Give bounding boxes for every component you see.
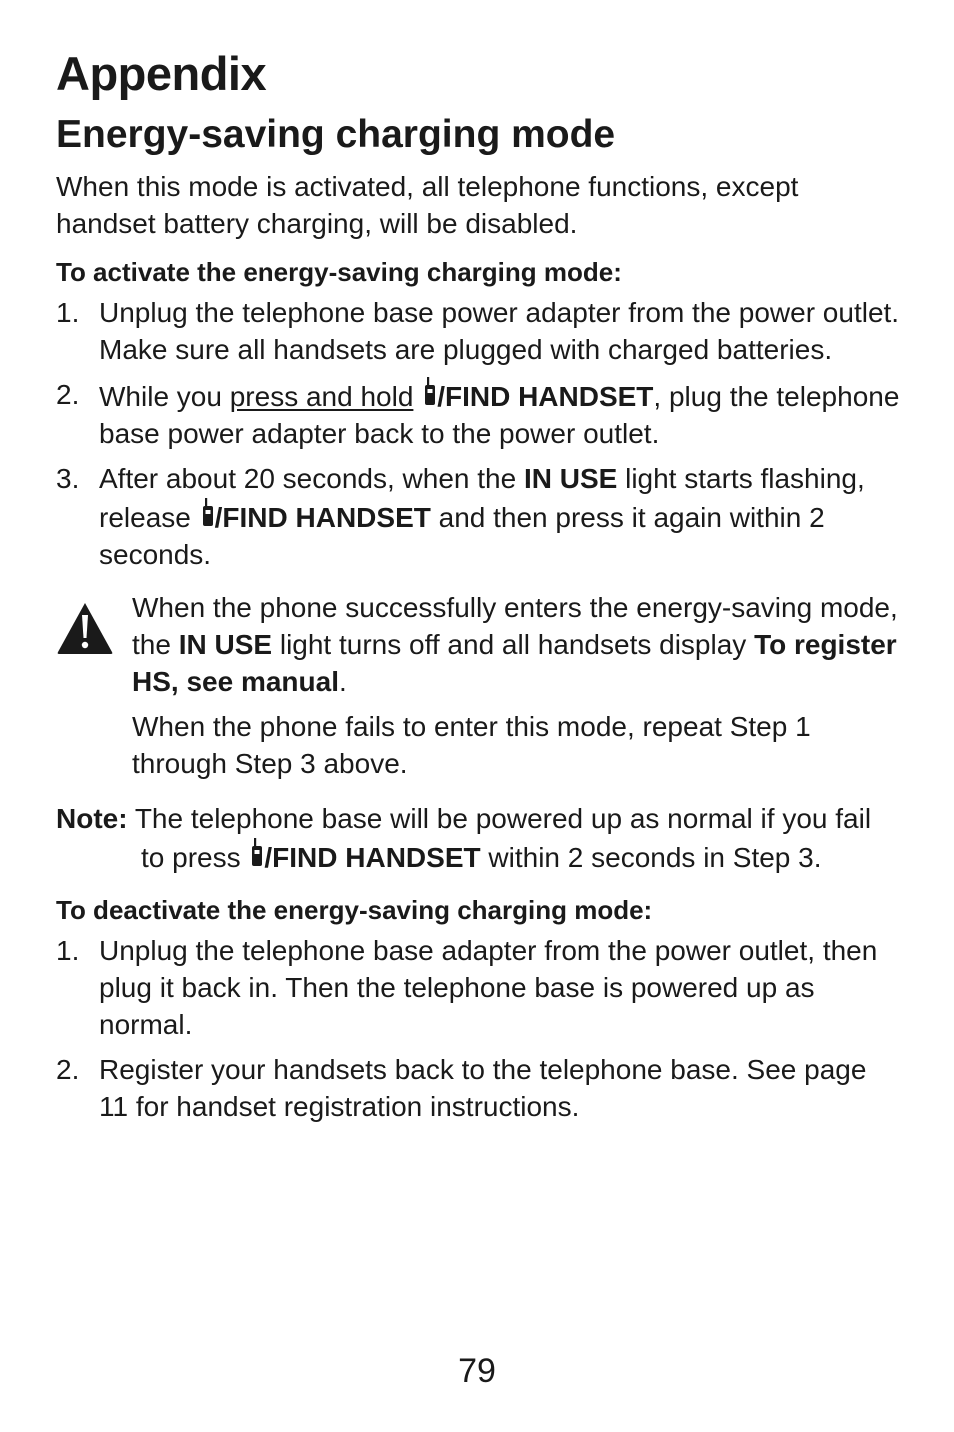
step-text-part: , plug the telephone base power adapter back to the power outlet. (99, 381, 900, 449)
warning-icon (56, 589, 132, 790)
manual-page (56, 46, 902, 1133)
deactivate-subheading: To deactivate the energy-saving charging mode: (56, 895, 653, 925)
step-text-part: light starts flashing, release (99, 463, 865, 533)
step-number: 3. (56, 463, 80, 494)
display-message: To register HS, see manual (132, 629, 897, 697)
warning-block (56, 589, 902, 790)
step-number: 2. (56, 1054, 80, 1085)
note-text-part: The telephone base will be powered up as normal if you fail to press (127, 803, 872, 873)
warning-text (132, 589, 902, 790)
step-text-part: While you (99, 381, 230, 412)
activate-steps (56, 294, 902, 573)
step-text-part: After about 20 seconds, when the (99, 463, 524, 494)
handset-icon (201, 497, 215, 527)
intro-paragraph: When this mode is activated, all telephone functions, except handset battery charging, will be disabled. (56, 171, 799, 239)
find-handset-key: /FIND HANDSET (437, 381, 654, 412)
step-text (99, 376, 902, 452)
list-item (56, 1051, 902, 1125)
step-text-part: and then press it again within 2 seconds. (99, 502, 825, 570)
page-number: 79 (458, 1352, 496, 1390)
page-heading: Appendix (56, 47, 267, 100)
step-number: 1. (56, 935, 80, 966)
handset-icon (423, 376, 437, 406)
note-block (56, 800, 902, 876)
note-label: Note: (56, 803, 128, 834)
note-text-part: within 2 seconds in Step 3. (480, 842, 822, 873)
handset-icon (250, 837, 264, 867)
step-text: Register your handsets back to the telephone base. See page 11 for handset registration instructions. (99, 1054, 867, 1122)
warning-text-part: When the phone successfully enters the energy-saving mode, the (132, 592, 898, 660)
step-number: 2. (56, 379, 80, 410)
list-item (56, 460, 902, 573)
press-and-hold-text: press and hold (229, 381, 414, 412)
warning-text-part: . (338, 666, 347, 697)
deactivate-steps (56, 932, 902, 1125)
warning-paragraph (132, 589, 902, 700)
warning-text-part: light turns off and all handsets display (272, 629, 755, 660)
section-title: Energy-saving charging mode (56, 113, 616, 156)
step-number: 1. (56, 297, 80, 328)
list-item (56, 376, 902, 452)
step-text (99, 460, 902, 573)
step-text: Unplug the telephone base adapter from the power outlet, then plug it back in. Then the telephone base is powered up as normal. (99, 935, 878, 1040)
step-text: Unplug the telephone base power adapter from the power outlet. Make sure all handsets are plugged with charged batteries. (99, 297, 900, 365)
find-handset-key: /FIND HANDSET (214, 502, 431, 533)
in-use-label: IN USE (178, 629, 273, 660)
find-handset-key: /FIND HANDSET (264, 842, 481, 873)
list-item (56, 932, 902, 1043)
warning-paragraph: When the phone fails to enter this mode, repeat Step 1 through Step 3 above. (132, 711, 811, 779)
list-item (56, 294, 902, 368)
in-use-label: IN USE (523, 463, 618, 494)
activate-subheading: To activate the energy-saving charging mode: (56, 257, 622, 287)
